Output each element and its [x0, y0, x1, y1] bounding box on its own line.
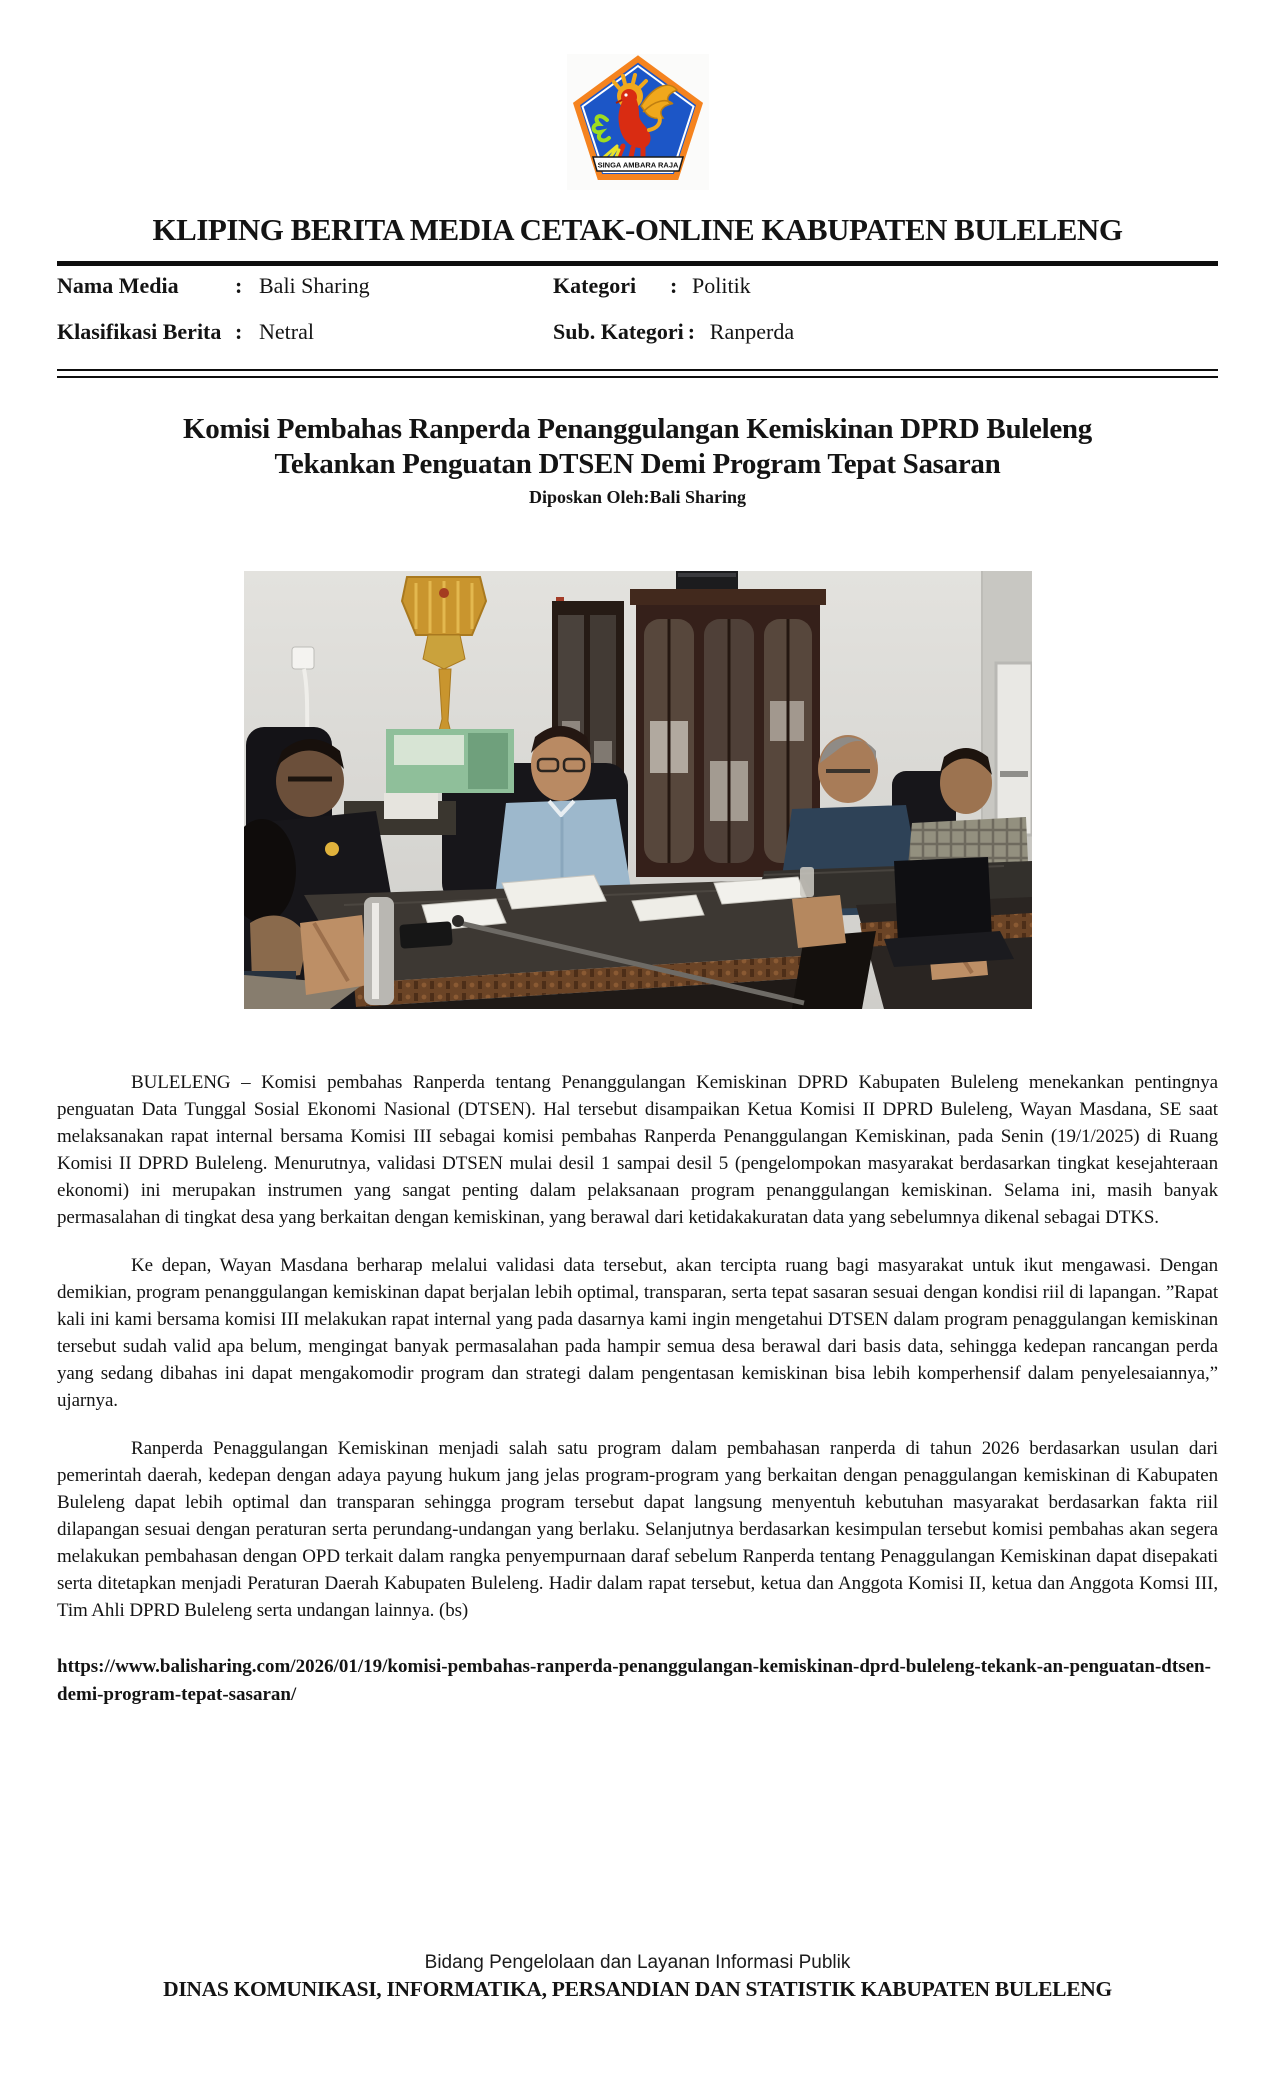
- article-photo: [244, 571, 1032, 1009]
- media-meta-table: [57, 266, 1218, 369]
- logo-container: [57, 0, 1218, 196]
- meta-value-klasifikasi: Netral: [259, 319, 314, 344]
- meta-row: [57, 273, 1218, 319]
- article-paragraph-2: Ke depan, Wayan Masdana berharap melalui validasi data tersebut, akan tercipta ruang bagi masyarakat untuk ikut mengawasi. Dengan demikian, program penanggulangan kemiskinan dapat berjalan lebih optimal, transparan, serta tepat sasaran sesuai dengan kondisi riil di lapangan. ”Rapat kali ini kami bersama komisi III melakukan rapat internal yang pada dasarnya kami ingin mengetahui DTSEN dalam program penaggulangan kemiskinan tersebut sudah valid apa belum, mengingat banyak permasalahan pada hampir semua desa berawal dari basis data, sehingga kedepan rancangan perda yang sedang dibahas ini dapat mengakomodir program dan strategi dalam pengentasan kemiskinan bisa lebih komperhensif dalam penyelesaiannya,” ujarnya.: [57, 1255, 1218, 1411]
- meta-label-nama-media: Nama Media: [57, 273, 179, 298]
- meta-value-sub-kategori: Ranperda: [709, 319, 795, 344]
- article-title: [57, 412, 1218, 482]
- photo-wall-socket: [292, 647, 314, 669]
- meta-label-klasifikasi: Klasifikasi Berita: [57, 319, 222, 344]
- meta-value-nama-media: Bali Sharing: [259, 273, 370, 298]
- meta-label-sub-kategori: Sub. Kategori: [553, 319, 684, 344]
- article-title-line1: Komisi Pembahas Ranperda Penanggulangan Kemiskinan DPRD Buleleng: [183, 413, 1092, 445]
- divider-double: [57, 369, 1218, 378]
- footer-division: Bidang Pengelolaan dan Layanan Informasi Publik: [424, 1952, 851, 1973]
- meta-colon: :: [235, 273, 243, 298]
- meta-label-kategori: Kategori: [553, 273, 637, 298]
- article-body: [57, 1069, 1218, 1624]
- footer-agency: DINAS KOMUNIKASI, INFORMATIKA, PERSANDIAN DAN STATISTIK KABUPATEN BULELENG: [163, 1977, 1112, 2001]
- document-footer: [0, 1952, 1275, 2002]
- meta-value-kategori: Politik: [692, 273, 751, 298]
- buleleng-emblem-logo: [567, 54, 709, 190]
- meta-colon: :: [235, 319, 243, 344]
- article-paragraph-1: BULELENG – Komisi pembahas Ranperda tentang Penanggulangan Kemiskinan DPRD Kabupaten Buleleng menekankan pentingnya penguatan Data Tunggal Sosial Ekonomi Nasional (DTSEN). Hal tersebut disampaikan Ketua Komisi II DPRD Buleleng, Wayan Masdana, SE saat melaksanakan rapat internal bersama Komisi III sebagai komisi pembahas Ranperda Penanggulangan Kemiskinan, pada Senin (19/1/2025) di Ruang Komisi II DPRD Buleleng. Menurutnya, validasi DTSEN mulai desil 1 sampai desil 5 (pengelompokan masyarakat berdasarkan tingkat kesejahteraan ekonomi) ini merupakan instrumen yang sangat penting dalam pelaksanaan program penanggulangan kemiskinan. Selama ini, masih banyak permasalahan di tingkat desa yang berkaitan dengan kemiskinan, yang berawal dari ketidakakuratan data yang sebelumnya dikenal sebagai DTKS.: [57, 1072, 1218, 1228]
- article-paragraph-3: Ranperda Penaggulangan Kemiskinan menjadi salah satu program dalam pembahasan ranperda di tahun 2026 berdasarkan usulan dari pemerintah daerah, kedepan dengan adaya payung hukum jang jelas program-program yang berkaitan dengan penaggulangan kemiskinan di Kabupaten Buleleng dapat lebih optimal dan transparan sehingga program tersebut dapat langsung menyentuh kebutuhan masyarakat berdasarkan fakta riil dilapangan sesuai dengan peraturan serta perundang-undangan yang berlaku. Selanjutnya berdasarkan kesimpulan tersebut komisi pembahas akan segera melakukan pembahasan dengan OPD terkait dalam rangka penyempurnaan daraf sebelum Ranperda tentang Penaggulangan Kemiskinan dapat disepakati serta ditetapkan menjadi Peraturan Daerah Kabupaten Buleleng. Hadir dalam rapat tersebut, ketua dan Anggota Komisi II, ketua dan Anggota Komsi III, Tim Ahli DPRD Buleleng serta undangan lainnya. (bs): [57, 1438, 1218, 1621]
- article-byline: Diposkan Oleh:Bali Sharing: [528, 487, 747, 507]
- article-source-url: https://www.balisharing.com/2026/01/19/komisi-pembahas-ranperda-penanggulangan-kemiskinan-dprd-buleleng-tekank-an-penguatan-dtsen-demi-program-tepat-sasaran/: [57, 1656, 1211, 1705]
- document-title: KLIPING BERITA MEDIA CETAK-ONLINE KABUPATEN BULELENG: [152, 212, 1123, 247]
- article-title-line2: Tekankan Penguatan DTSEN Demi Program Tepat Sasaran: [274, 448, 1001, 480]
- photo-whiteboard: [996, 663, 1032, 835]
- meta-row: [57, 319, 1218, 365]
- meta-colon: :: [670, 273, 678, 298]
- meta-colon: :: [687, 319, 696, 344]
- emblem-ribbon-text: SINGA AMBARA RAJA: [597, 160, 678, 170]
